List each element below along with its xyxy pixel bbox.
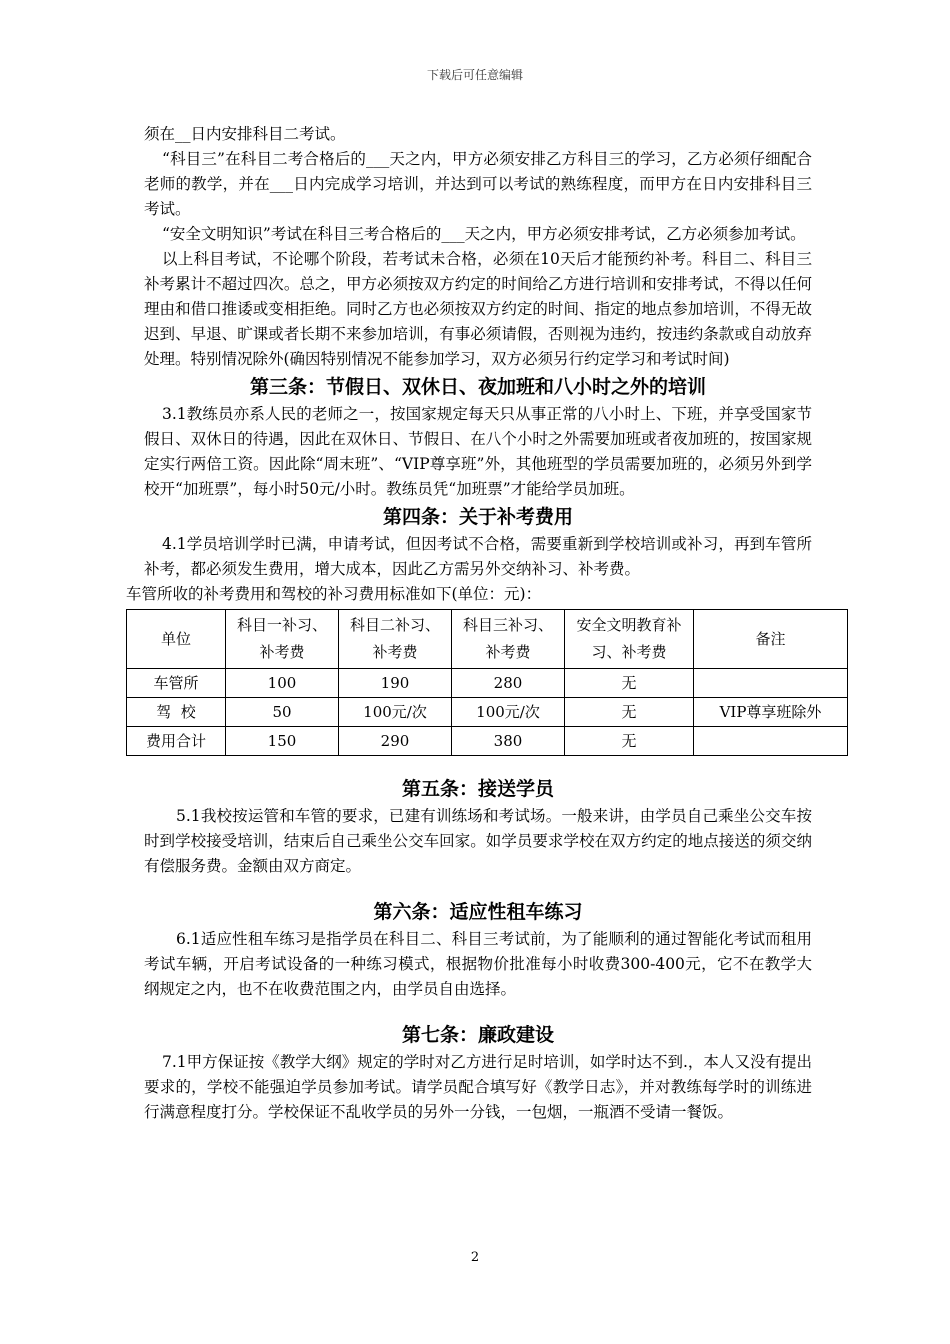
page-number: 2 bbox=[470, 1250, 480, 1265]
article-5-text: 5.1我校按运管和车管的要求，已建有训练场和考试场。一般来讲，由学员自己乘坐公交车按时到学校接受培训，结束后自己乘坐公交车回家。如学员要求学校在双方约定的地点接送的须交纳有偿服务费。金额由双方商定。 bbox=[144, 807, 812, 875]
table-header-cell: 单位 bbox=[127, 610, 226, 669]
article-3-text: 3.1教练员亦系人民的老师之一，按国家规定每天只从事正常的八小时上、下班，并享受国家节假日、双休日的待遇，因此在双休日、节假日、在八个小时之外需要加班或者夜加班的，按国家规定实行两倍工资。因此除“周末班”、“VIP尊享班”外，其他班型的学员需要加班的，必须另外到学校开“加班票”，每小时50元/小时。教练员凭“加班票”才能给学员加班。 bbox=[144, 405, 812, 498]
article-6-heading: 第六条：适应性租车练习 bbox=[373, 901, 583, 923]
table-header-cell: 科目一补习、补考费 bbox=[226, 610, 339, 669]
article-7-text: 7.1甲方保证按《教学大纲》规定的学时对乙方进行足时培训，如学时达不到.，本人又没有提出要求的，学校不能强迫学员参加考试。请学员配合填写好《教学日志》，并对教练每学时的训练进行满意程度打分。学校保证不乱收学员的另外一分钱，一包烟，一瓶酒不受请一餐饭。 bbox=[144, 1053, 812, 1121]
paragraph: “科目三”在科目二考合格后的___天之内，甲方必须安排乙方科目三的学习，乙方必须仔细配合老师的教学，并在___日内完成学习培训，并达到可以考试的熟练程度，而甲方在日内安排科目三考试。 bbox=[144, 150, 812, 218]
article-5-heading: 第五条：接送学员 bbox=[401, 778, 554, 800]
paragraph: “安全文明知识”考试在科目三考合格后的___天之内，甲方必须安排考试，乙方必须参加考试。 bbox=[162, 225, 806, 243]
table-cell: 无 bbox=[565, 669, 694, 698]
table-header-cell: 科目二补习、补考费 bbox=[339, 610, 452, 669]
article-4-text: 4.1学员培训学时已满，申请考试，但因考试不合格，需要重新到学校培训或补习，再到车管所补考，都必须发生费用，增大成本，因此乙方需另外交纳补习、补考费。 bbox=[144, 535, 812, 578]
table-row bbox=[127, 698, 848, 727]
table-header-cell: 安全文明教育补习、补考费 bbox=[565, 610, 694, 669]
table-cell: 100元/次 bbox=[452, 698, 565, 727]
table-row bbox=[127, 669, 848, 698]
paragraph: 以上科目考试，不论哪个阶段，若考试未合格，必须在10天后才能预约补考。科目二、科目三补考累计不超过四次。总之，甲方必须按双方约定的时间给乙方进行培训和安排考试，不得以任何理由和借口推诿或变相拒绝。同时乙方也必须按双方约定的时间、指定的地点参加培训，不得无故迟到、早退、旷课或者长期不来参加培训，有事必须请假，否则视为违约，按违约条款或自动放弃处理。特别情况除外(确因特别情况不能参加学习，双方必须另行约定学习和考试时间) bbox=[144, 250, 812, 368]
table-cell: 290 bbox=[339, 727, 452, 756]
table-cell: 车管所 bbox=[127, 669, 226, 698]
table-header-cell: 科目三补习、补考费 bbox=[452, 610, 565, 669]
article-6-text: 6.1适应性租车练习是指学员在科目二、科目三考试前，为了能顺利的通过智能化考试而租用考试车辆，开启考试设备的一种练习模式，根据物价批准每小时收费300-400元，它不在教学大纲规定之内，也不在收费范围之内，由学员自由选择。 bbox=[144, 930, 812, 998]
table-cell: 280 bbox=[452, 669, 565, 698]
page-header: 下载后可任意编辑 bbox=[426, 68, 523, 82]
article-3-heading: 第三条：节假日、双休日、夜加班和八小时之外的培训 bbox=[249, 376, 706, 398]
table-cell: 380 bbox=[452, 727, 565, 756]
document-body bbox=[126, 122, 822, 1125]
article-7-heading: 第七条：廉政建设 bbox=[401, 1024, 554, 1046]
table-cell: 无 bbox=[565, 698, 694, 727]
table-cell: 100 bbox=[226, 669, 339, 698]
table-row bbox=[127, 727, 848, 756]
table-cell: VIP尊享班除外 bbox=[694, 698, 848, 727]
table-cell: 无 bbox=[565, 727, 694, 756]
table-cell: 费用合计 bbox=[127, 727, 226, 756]
table-caption: 车管所收的补考费用和驾校的补习费用标准如下(单位：元)： bbox=[126, 585, 542, 603]
table-cell: 100元/次 bbox=[339, 698, 452, 727]
table-cell bbox=[694, 727, 848, 756]
table-cell bbox=[694, 669, 848, 698]
table-header-row bbox=[127, 610, 848, 669]
table-cell: 150 bbox=[226, 727, 339, 756]
table-cell: 50 bbox=[226, 698, 339, 727]
article-4-heading: 第四条：关于补考费用 bbox=[382, 506, 573, 528]
table-cell: 190 bbox=[339, 669, 452, 698]
fee-table bbox=[126, 609, 848, 756]
table-cell: 驾 校 bbox=[127, 698, 226, 727]
table-header-cell: 备注 bbox=[694, 610, 848, 669]
paragraph: 须在__日内安排科目二考试。 bbox=[144, 125, 346, 143]
